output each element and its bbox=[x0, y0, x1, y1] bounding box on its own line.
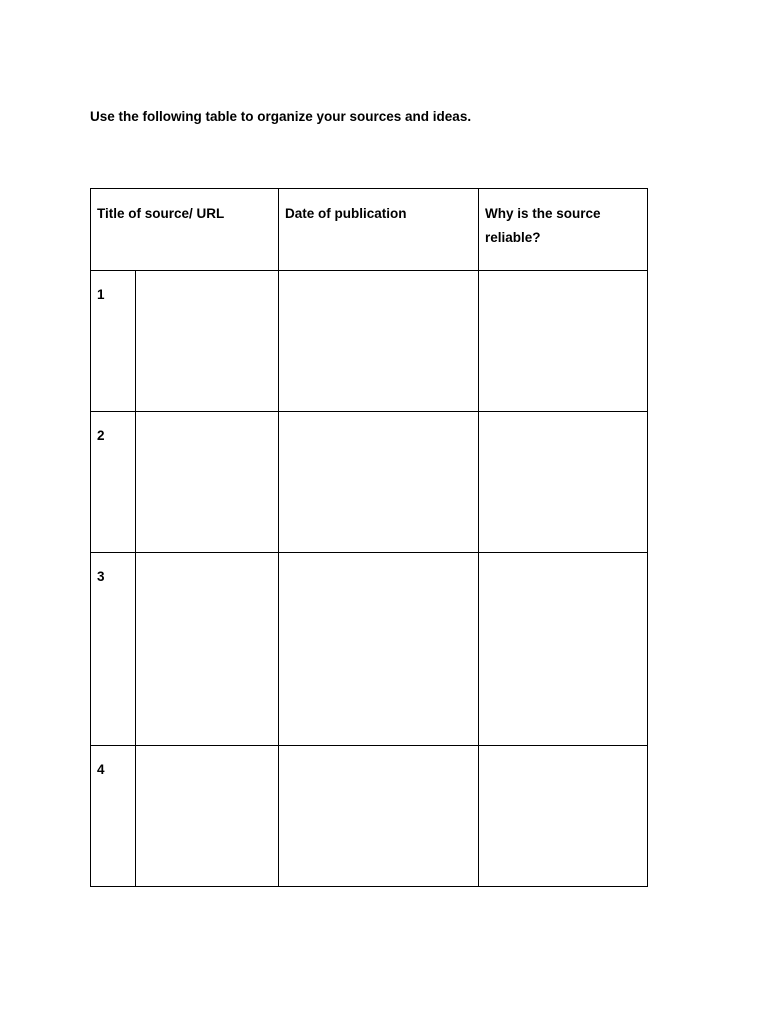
source-title-cell[interactable] bbox=[136, 412, 279, 553]
publication-date-cell[interactable] bbox=[279, 553, 479, 746]
table-row bbox=[91, 412, 648, 553]
reliability-cell[interactable] bbox=[479, 553, 648, 746]
reliability-cell[interactable] bbox=[479, 412, 648, 553]
row-number: 3 bbox=[91, 553, 136, 746]
table-row bbox=[91, 746, 648, 887]
publication-date-cell[interactable] bbox=[279, 271, 479, 412]
instruction-text: Use the following table to organize your sources and ideas. bbox=[90, 109, 472, 124]
header-date-of-publication: Date of publication bbox=[279, 189, 479, 271]
publication-date-cell[interactable] bbox=[279, 746, 479, 887]
header-why-reliable: Why is the source reliable? bbox=[479, 189, 648, 271]
table-row bbox=[91, 271, 648, 412]
table-header-row bbox=[91, 189, 648, 271]
sources-table bbox=[90, 188, 648, 887]
source-title-cell[interactable] bbox=[136, 746, 279, 887]
source-title-cell[interactable] bbox=[136, 553, 279, 746]
publication-date-cell[interactable] bbox=[279, 412, 479, 553]
header-title-source-url: Title of source/ URL bbox=[91, 189, 279, 271]
row-number: 4 bbox=[91, 746, 136, 887]
table-row bbox=[91, 553, 648, 746]
row-number: 1 bbox=[91, 271, 136, 412]
row-number: 2 bbox=[91, 412, 136, 553]
reliability-cell[interactable] bbox=[479, 746, 648, 887]
reliability-cell[interactable] bbox=[479, 271, 648, 412]
source-title-cell[interactable] bbox=[136, 271, 279, 412]
